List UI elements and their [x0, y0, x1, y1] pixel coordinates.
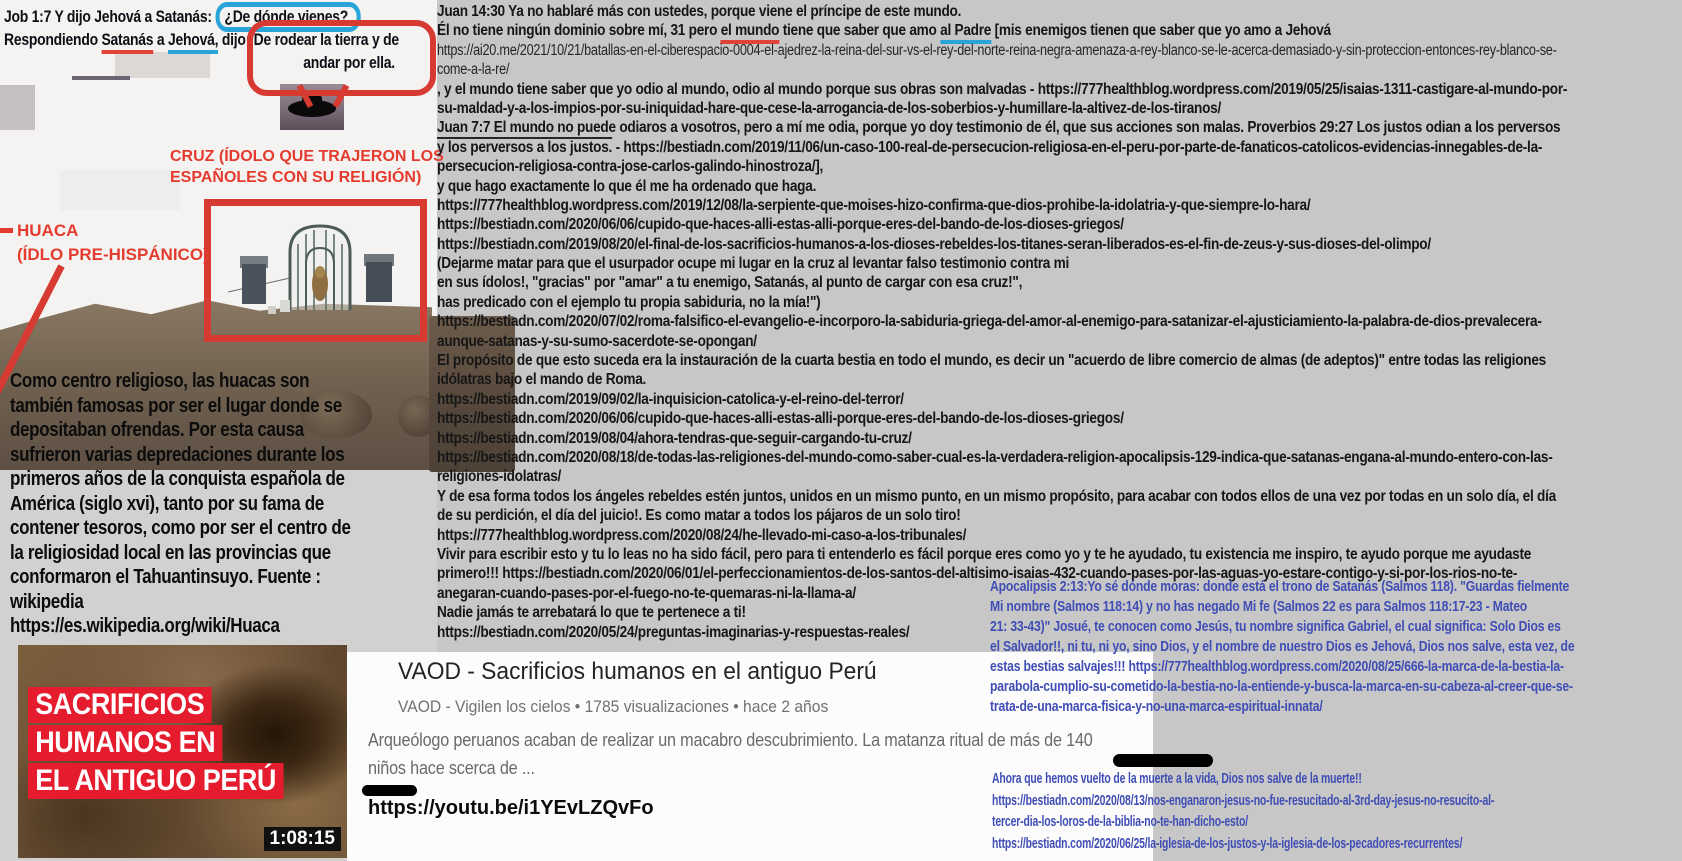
annotation-line: estas bestias salvajes!!! https://777healthblog.wordpress.com/2020/08/25/666-la-marca-de-la-bestia-la- [990, 659, 1564, 675]
annotation-line: Ahora que hemos vuelto de la muerte a la vida, Dios nos salve de la muerte!! [992, 771, 1362, 787]
red-dash [0, 228, 13, 233]
text-segment: dijo: [218, 30, 254, 49]
cruz-label-line: ESPAÑOLES CON SU RELIGIÓN) [170, 169, 422, 186]
url-text-line: https://bestiadn.com/2019/09/02/la-inquisicion-catolica-y-el-reino-del-terror/ [437, 390, 904, 408]
text-line: (Dejarme matar para que el usurpador ocupe mi lugar en la cruz al levantar falso testimonio contra mi [437, 255, 1070, 273]
url-text-line: https://bestiadn.com/2020/06/06/cupido-que-haces-alli-estas-alli-porque-eres-del-bando-de-los-dioses-griegos/ [437, 216, 1124, 234]
blue-underlined-text: al Padre [940, 22, 991, 44]
url-text-line: https://bestiadn.com/2020/05/24/preguntas-imaginarias-y-respuestas-reales/ [437, 623, 910, 641]
red-underlined-text: el mundo [721, 22, 780, 44]
url-text-line: https://bestiadn.com/2019/08/20/el-final-de-los-sacrificios-humanos-a-los-dioses-rebeldes-los-titanes-seran-liberados-es-el-fin-de-zeus-y-sus-dioses-del-olimpo/ [437, 235, 1431, 253]
video-description-line: niños hace scerca de ... [368, 758, 535, 778]
url-text-line: anegaran-cuando-pases-por-el-fuego-no-te-quemaras-ni-la-llama-a/ [437, 584, 856, 602]
photo-artifact-line [72, 76, 130, 80]
url-text-line: https://bestiadn.com/2020/07/02/roma-falsifico-el-evangelio-e-incorporo-la-sabiduria-griega-del-amor-al-enemigo-para-satanizar-el-ajusticiamiento-la-palabra-de-dios-prevalecera- [437, 313, 1542, 331]
paragraph-line: la religiosidad local en las provincias que [10, 541, 331, 564]
text-line: has predicado con el ejemplo tu propia sabiduria, no la mía!") [437, 293, 821, 311]
paragraph-line: primeros años de la conquista española de [10, 468, 345, 490]
video-description-line: Arqueólogo peruanos acaban de realizar un macabro descubrimiento. La matanza ritual de más de 140 [368, 730, 1093, 750]
annotation-line: trata-de-una-marca-fisica-y-no-una-marca-espiritual-innata/ [990, 699, 1323, 715]
paragraph-line: Como centro religioso, las huacas son [10, 370, 310, 392]
text-segment: Job 1:7 Y dijo Jehová a Satanás: [4, 7, 216, 26]
text-line: idólatras bajo el mando de Roma. [437, 371, 647, 389]
video-thumbnail[interactable] [18, 645, 347, 858]
annotation-line: parabola-cumplio-su-cometido-la-bestia-no-la-entiende-y-busca-la-marca-en-su-cabeza-al-creer-que-se- [990, 679, 1573, 695]
blue-annotation-block [990, 577, 1574, 717]
video-url-link[interactable]: https://youtu.be/i1YEvLZQvFo [368, 797, 654, 819]
text-segment: ¿De dónde vienes? [224, 7, 349, 26]
text-line: primero!!! https://bestiadn.com/2020/06/01/el-perfeccionamientos-de-los-santos-del-altisimo-isaias-432-cuando-pases-por-las-aguas-yo-estare-contigo-y-si-por-los-rios-no-te- [437, 565, 1518, 583]
url-text-line: https://777healthblog.wordpress.com/2020/08/24/he-llevado-mi-caso-a-los-tribunales/ [437, 526, 967, 544]
paragraph-line: wikipedia [10, 590, 84, 613]
paragraph-line: depositaban ofrendas. Por esta causa [10, 419, 304, 441]
overlined-text: y los perversos a los justos. [437, 138, 613, 156]
url-text-line: persecucion-religiosa-contra-jose-carlos-galindo-hinostroza/], [437, 158, 824, 176]
video-meta: VAOD - Vigilen los cielos • 1785 visualizaciones • hace 2 años [398, 697, 829, 716]
text-segment: - https://bestiadn.com/2019/11/06/un-caso-100-real-de-persecucion-religiosa-en-el-peru-por-parte-de-fanaticos-catolicos-evidencias-innegables-de-la- [612, 138, 1543, 156]
text-segment: a [153, 30, 169, 49]
url-text-line: aunque-satanas-y-su-sumo-sacerdote-se-opongan/ [437, 332, 757, 350]
main-text-block [437, 2, 1641, 642]
text-line: El propósito de que esto suceda era la instauración de la cuarta bestia en todo el mundo, es decir un "acuerdo de libre comercio de almas (de adeptos)" entre todas las religiones [437, 352, 1546, 370]
text-line: Juan 14:30 Ya no hablaré más con ustedes, porque viene el príncipe de este mundo. [437, 3, 962, 20]
redaction-bar [1113, 754, 1213, 767]
url-text-line: su-maldad-y-a-los-impios-por-su-iniquidad-hare-que-cese-la-arrogancia-de-los-soberbios-y-humillare-la-altivez-de-los-tiranos/ [437, 99, 1222, 117]
blue-underlined-text: Jehová, [168, 30, 218, 54]
huaca-label-line: HUACA [17, 221, 79, 240]
text-segment: tiene que saber que amo [779, 22, 941, 40]
text-line: Y de esa forma todos los ángeles rebeldes estén juntos, unidos en un mismo punto, en un mismo propósito, para acabar con todos ellos de una vez por todas en un solo día, el día [437, 487, 1556, 505]
thumbnail-title-chip: HUMANOS EN [28, 725, 222, 761]
url-text-line: https://777healthblog.wordpress.com/2019/12/08/la-serpiente-que-moises-hizo-confirma-que-dios-prohibe-la-idolatria-y-que-siempre-lo-hara/ [437, 196, 1311, 214]
paragraph-line: conformaron el Tahuantinsuyo. Fuente : [10, 566, 321, 588]
url-text-line: come-a-la-re/ [437, 61, 510, 79]
huaca-label [17, 219, 209, 267]
url-text-line: religiones-idolatras/ [437, 468, 562, 486]
thumbnail-title-chip: SACRIFICIOS [28, 687, 211, 723]
red-marker-outline [247, 20, 436, 96]
text-line: , y el mundo tiene saber que yo odio al mundo, odio al mundo porque sus obras son malvadas - https://777healthblog.wordpress.com/2019/05/25/isaias-1311-castigare-al-mundo-por- [437, 80, 1568, 98]
annotation-line: Mi nombre (Salmos 118:14) y no has negado Mi fe (Salmos 22 es para Salmos 118:17-23 - Mateo [990, 599, 1528, 615]
photo-artifact-patch [0, 85, 35, 130]
duration-badge: 1:08:15 [264, 827, 342, 851]
text-line [437, 138, 1641, 157]
paragraph-line: América (siglo xvi), tanto por su fama de [10, 492, 324, 515]
thumbnail-title-chip: EL ANTIGUO PERÚ [28, 763, 283, 799]
text-segment: De rodear la tierra y de [253, 30, 399, 49]
video-title[interactable]: VAOD - Sacrificios humanos en el antiguo Perú [398, 658, 877, 685]
blue-annotation-block [992, 769, 1494, 855]
red-annotation-rectangle [204, 199, 427, 342]
redaction-bar [362, 785, 417, 796]
paragraph-line: sufrieron varias depredaciones durante los [10, 443, 345, 466]
annotation-line: Apocalipsis 2:13:Yo sé dónde moras: donde está el trono de Satanás (Salmos 118). "Guardas fielmente [990, 579, 1570, 595]
text-segment: andar por ella. [303, 53, 395, 72]
url-text-line: https://ai20.me/2021/10/21/batallas-en-el-ciberespacio-0004-el-ajedrez-la-reina-del-sur-vs-el-rey-del-norte-reina-negra-amenaza-a-rey-blanco-se-le-acerca-demasiado-y-sin-proteccion-entonces-rey-blanco-se- [437, 41, 1557, 59]
photo-artifact-patch [60, 170, 180, 210]
text-line: en sus ídolos!, "gracias" por "amar" a tu enemigo, Satanás, al punto de cargar con esa cruz!", [437, 274, 1023, 292]
url-text-line: https://bestiadn.com/2020/08/18/de-todas-las-religiones-del-mundo-como-saber-cual-es-la-verdadera-religion-apocalipsis-129-indica-que-satanas-engana-al-mundo-entero-con-las- [437, 448, 1553, 466]
annotation-line: 21: 33-43)" Josué, te conocen como Jesús, tu nombre significa Gabriel, el cual significa: Solo Dios es [990, 619, 1561, 635]
cruz-label-line: CRUZ (ÍDOLO QUE TRAJERON LOS [170, 148, 444, 165]
annotation-line: el Salvador!!, ni tu, ni yo, sino Dios, y el nombre de nuestro Dios es Jehová, Dios nos salve, esta vez, de [990, 639, 1575, 655]
url-text-line: https://bestiadn.com/2019/08/04/ahora-tendras-que-seguir-cargando-tu-cruz/ [437, 429, 912, 447]
text-segment: Él no tiene ningún dominio sobre mí, 31 pero [437, 22, 721, 40]
text-segment: Respondiendo [4, 30, 102, 49]
annotation-line: https://bestiadn.com/2020/06/25/la-iglesia-de-los-justos-y-la-iglesia-de-los-pecadores-recurrentes/ [992, 835, 1463, 852]
text-line: Juan 7:7 El mundo no puede odiaros a vosotros, pero a mí me odia, porque yo doy testimonio de él, que sus acciones son malas. Proverbios 29:27 Los justos odian a los perversos [437, 119, 1561, 137]
annotation-line: tercer-dia-los-loros-de-la-biblia-no-te-han-dicho-esto/ [992, 814, 1248, 830]
paragraph-line: también famosas por ser el lugar donde se [10, 394, 342, 417]
text-line: Nadie jamás te arrebatará lo que te pertenece a ti! [437, 604, 746, 622]
wikipedia-link[interactable]: https://es.wikipedia.org/wiki/Huaca [10, 615, 280, 637]
red-underlined-text: Satanás [101, 30, 153, 54]
paragraph-line: contener tesoros, como por ser el centro de [10, 517, 351, 539]
text-line [437, 21, 1641, 40]
huaca-label-line: (ÍDLO PRE-HISPÁNICO) [17, 245, 209, 264]
url-text-line: https://bestiadn.com/2020/06/06/cupido-que-haces-alli-estas-alli-porque-eres-del-bando-de-los-dioses-griegos/ [437, 410, 1124, 428]
text-line: de su perdición, el día del juicio!. Es como matar a todos los pájaros de un solo tiro! [437, 507, 961, 525]
text-line: Vivir para escribir esto y tu lo leas no ha sido fácil, pero para ti entenderlo es fácil porque eres como yo y te he ayudado, tu existencia me inspiro, te ayudo porque me ayudaste [437, 545, 1532, 563]
text-line: y que hago exactamente lo que él me ha ordenado que haga. [437, 177, 817, 195]
cruz-label [170, 146, 444, 188]
annotation-line: https://bestiadn.com/2020/08/13/nos-enganaron-jesus-no-fue-resucitado-al-3rd-day-jesus-no-resucito-al- [992, 792, 1495, 809]
text-segment: [mis enemigos tienen que saber que yo amo a Jehová [991, 22, 1331, 40]
huaca-description-paragraph [10, 369, 351, 639]
